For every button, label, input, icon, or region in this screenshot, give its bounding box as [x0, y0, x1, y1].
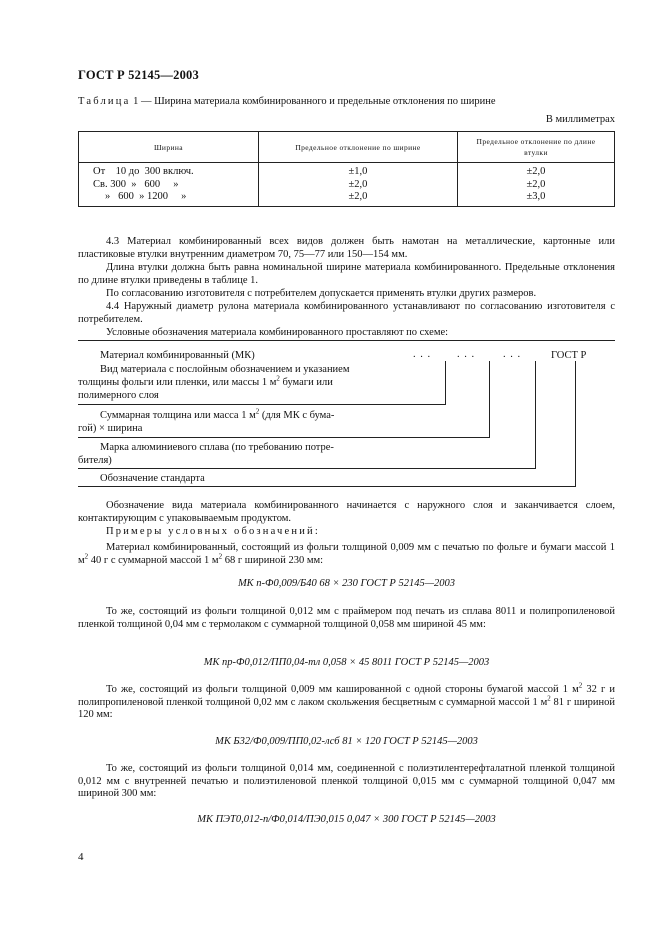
- scheme-item-2-line-2: гой) × ширина: [78, 423, 143, 434]
- page-number: 4: [78, 851, 84, 863]
- table-caption: [78, 96, 496, 107]
- scheme-item-1-line-1: Вид материала с послойным обозначением и указанием: [100, 364, 350, 375]
- scheme-dots-3: . . .: [503, 349, 522, 360]
- sleeve-tolerance: ±2,0: [526, 178, 546, 190]
- table-cell: [79, 163, 259, 207]
- table-header-cell: Предельное отклонение по длине втулки: [458, 132, 615, 163]
- scheme-item-1-line-3: полимерного слоя: [78, 390, 159, 401]
- scheme-item-3-line-1: Марка алюминиевого сплава (по требованию потре-: [100, 442, 334, 453]
- paragraph-scheme-intro: Условные обозначения материала комбинированного проставляют по схеме:: [106, 327, 449, 338]
- width-tolerance-table: [78, 131, 615, 207]
- example-3-code: МК Б32/Ф0,009/ПП0,02-лсб 81 × 120 ГОСТ Р 52145—2003: [215, 736, 478, 747]
- examples-title: Примеры условных обозначений:: [106, 526, 320, 537]
- width-range: Св. 300 » 600 »: [93, 178, 179, 190]
- example-4-text: То же, состоящий из фольги толщиной 0,014 мм, соединенной с полиэтилентерефталатной пленкой толщиной 0,012 мм с внутренней печатью и полиэтиленовой пленкой толщиной 0,015 мм с суммарной толщиной 0,047 мм шириной 300 мм:: [78, 763, 615, 800]
- example-2-code: МК пр-Ф0,012/ПП0,04-тл 0,058 × 45 8011 ГОСТ Р 52145—2003: [203, 657, 490, 668]
- table-caption-text: 1 — Ширина материала комбинированного и предельные отклонения по ширине: [130, 96, 496, 107]
- scheme-item-2-line-1: Суммарная толщина или масса 1 $м^2$ (для МК с бума-: [100, 407, 335, 421]
- paragraph-designation-order: Обозначение вида материала комбинированного начинается с наружного слоя и заканчивается слоем, контактирующим с упаковываемым продуктом.: [78, 500, 615, 524]
- width-range: » 600 » 1200 »: [105, 191, 187, 202]
- width-range: От 10 до 300 включ.: [93, 166, 194, 177]
- table-caption-prefix: Таблица: [78, 96, 131, 107]
- scheme-top-line: [78, 340, 615, 341]
- table-header-cell: Предельное отклонение по ширине: [259, 132, 458, 163]
- table-header-cell: Ширина: [79, 132, 259, 163]
- example-4-code: МК ПЭТ0,012-п/Ф0,014/ПЭ0,015 0,047 × 300 ГОСТ Р 52145—2003: [197, 814, 496, 825]
- paragraph-sleeve-length: Длина втулки должна быть равна номинальной ширине материала комбинированного. Предельные отклонения по длине втулки приведены в таблице 1.: [78, 262, 615, 286]
- example-2-text: То же, состоящий из фольги толщиной 0,012 мм с праймером под печать из сплава 8011 и полипропиленовой пленкой толщиной 0,04 мм с термолаком с суммарной толщиной 0,058 мм шириной 45 мм:: [78, 606, 615, 630]
- scheme-material-label: Материал комбинированный (МК): [100, 350, 255, 361]
- scheme-item-4: Обозначение стандарта: [100, 473, 205, 484]
- paragraph-sleeve-agreement: По согласованию изготовителя с потребителем допускается применять втулки других размеров.: [106, 288, 537, 299]
- paragraph-4-4: 4.4 Наружный диаметр рулона материала комбинированного устанавливают по согласованию изготовителя с потребителем.: [78, 301, 615, 325]
- scheme-gost-label: ГОСТ Р: [551, 350, 587, 361]
- width-tolerance: ±1,0: [348, 166, 368, 177]
- paragraph-4-3: 4.3 Материал комбинированный всех видов должен быть намотан на металлические, картонные или пластиковые втулки внутренним диаметром 70, 75—77 или 150—154 мм.: [78, 236, 615, 260]
- scheme-vline-2: [489, 361, 490, 437]
- units-note: В миллиметрах: [545, 114, 615, 125]
- example-3-text: То же, состоящий из фольги толщиной 0,009 мм кашированной с одной стороны бумагой массой 1 $м^2$ 32 г и полипропиленовой пленкой толщиной 0,02 мм с лаком скольжения бесцветным с суммарной массой 1 $м^2$ 81 г шириной 120 мм:: [78, 681, 615, 721]
- example-1-text: Материал комбинированный, состоящий из фольги толщиной 0,009 мм с печатью по фольге и бумаги массой 1 $м^2$ 40 г с суммарной массой 1 $м^2$ 68 г шириной 230 мм:: [78, 542, 615, 566]
- scheme-line-1: [78, 404, 446, 405]
- sleeve-tolerance: ±3,0: [526, 191, 546, 202]
- example-1-code: МК п-Ф0,009/Б40 68 × 230 ГОСТ Р 52145—2003: [237, 578, 456, 589]
- scheme-dots-2: . . .: [457, 349, 476, 360]
- table-cell: [259, 163, 458, 207]
- document-header: ГОСТ Р 52145—2003: [78, 68, 199, 82]
- scheme-line-4: [78, 486, 576, 487]
- scheme-line-3: [78, 468, 536, 469]
- scheme-vline-1: [445, 361, 446, 404]
- scheme-item-3-line-2: бителя): [78, 455, 112, 466]
- table-row: [79, 163, 615, 207]
- scheme-dots-1: . . .: [413, 349, 432, 360]
- table-header-row: [79, 132, 615, 163]
- scheme-vline-3: [535, 361, 536, 468]
- width-tolerance: ±2,0: [348, 178, 368, 190]
- sleeve-tolerance: ±2,0: [526, 166, 546, 177]
- scheme-item-1-line-2: толщины фольги или пленки, или массы 1 $м^2$ бумаги или: [78, 374, 333, 388]
- table-cell: [458, 163, 615, 207]
- scheme-vline-4: [575, 361, 576, 486]
- width-tolerance: ±2,0: [348, 191, 368, 202]
- scheme-line-2: [78, 437, 490, 438]
